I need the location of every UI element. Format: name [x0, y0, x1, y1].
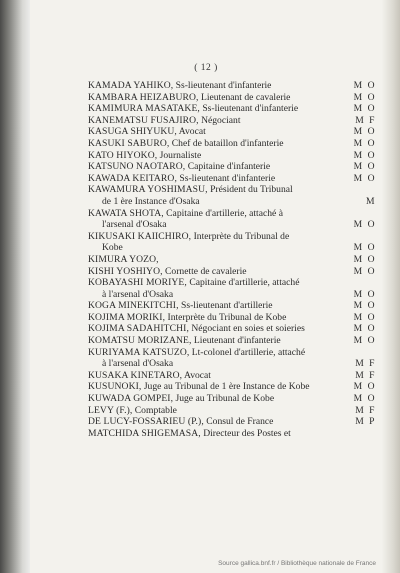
list-item [88, 300, 378, 312]
entry-line [88, 428, 378, 440]
list-item [88, 312, 378, 324]
entry-line [88, 126, 378, 138]
entry-continuation [88, 289, 378, 301]
entry-line [88, 416, 378, 428]
list-item [88, 231, 378, 254]
entry-code: M O [353, 265, 376, 277]
entry-code: M O [353, 393, 376, 405]
list-item [88, 208, 378, 231]
entry-continuation [88, 196, 378, 208]
entry-name: KOJIMA SADAHITCHI, [88, 323, 189, 335]
entry-name: KISHI YOSHIYO, [88, 265, 163, 277]
entry-code: M O [353, 137, 376, 149]
entry-description: Lt-colonel d'artillerie, attaché [191, 346, 306, 358]
entry-description: Interprète du Tribunal de Kobe [167, 311, 287, 323]
entry-description: Avocat [178, 126, 206, 138]
entry-line [88, 138, 378, 150]
list-item [88, 126, 378, 138]
entry-code: M O [353, 91, 376, 103]
list-item [88, 393, 378, 405]
entry-name: KOGA MINEKITCHI, [88, 300, 179, 312]
entry-description: Comptable [134, 404, 177, 416]
entry-name: KUWADA GOMPEI, [88, 393, 174, 405]
entry-name: KOMATSU MORIZANE, [88, 335, 192, 347]
entry-name: DE LUCY-FOSSARIEU (P.), [88, 416, 204, 428]
document-page [30, 0, 382, 573]
entry-code: M O [353, 219, 376, 231]
list-item [88, 428, 378, 440]
entry-code: M O [353, 288, 376, 300]
list-item [88, 184, 378, 207]
list-item [88, 138, 378, 150]
entry-code: M O [353, 80, 376, 91]
entry-code: M O [353, 311, 376, 323]
entry-name: KOBAYASHI MORIYE, [88, 277, 187, 289]
entry-code: M O [353, 335, 376, 347]
entry-list [88, 80, 378, 439]
entry-line [88, 161, 378, 173]
entry-description: à l'arsenal d'Osaka [102, 288, 174, 300]
entry-line [88, 150, 378, 162]
entry-name: KATO HIYOKO, [88, 149, 158, 161]
entry-code: M O [353, 103, 376, 115]
entry-code: M F [355, 404, 376, 416]
entry-line [88, 405, 378, 417]
entry-code: M F [355, 358, 376, 370]
entry-name: KIKUSAKI KAIICHIRO, [88, 230, 192, 242]
list-item [88, 254, 378, 266]
entry-name: KURIYAMA KATSUZO, [88, 346, 190, 358]
entry-continuation [88, 242, 378, 254]
entry-name: MATCHIDA SHIGEMASA, [88, 427, 201, 439]
entry-code: M P [355, 416, 376, 428]
entry-line [88, 370, 378, 382]
entry-description: Consul de France [206, 416, 274, 428]
entry-code: M O [353, 381, 376, 393]
list-item [88, 80, 378, 92]
list-item [88, 161, 378, 173]
entry-description: Kobe [102, 242, 123, 254]
book-binding-shadow [0, 0, 30, 573]
entry-continuation [88, 358, 378, 370]
entry-line [88, 335, 378, 347]
entry-name: KAWADA KEITARO, [88, 172, 177, 184]
entry-line [88, 277, 378, 289]
entry-code: M O [353, 300, 376, 312]
list-item [88, 405, 378, 417]
entry-description: Interprète du Tribunal de [193, 230, 290, 242]
entry-line [88, 254, 378, 266]
list-item [88, 370, 378, 382]
entry-line [88, 381, 378, 393]
entry-name: KAMBARA HEIZABURO, [88, 91, 199, 103]
entry-line [88, 115, 378, 127]
entry-description: l'arsenal d'Osaka [102, 219, 167, 231]
entry-name: KASUKI SABURO, [88, 137, 170, 149]
list-item [88, 323, 378, 335]
entry-name: KAMIMURA MASATAKE, [88, 103, 200, 115]
entry-description: Négociant en soies et soieries [191, 323, 305, 335]
entry-description: Journaliste [159, 149, 202, 161]
entry-description: Lieutenant d'infanterie [193, 335, 281, 347]
list-item [88, 347, 378, 370]
entry-name: LEVY (F.), [88, 404, 133, 416]
entry-name: KAWAMURA YOSHIMASU, [88, 184, 208, 196]
list-item [88, 103, 378, 115]
entry-code: M O [353, 323, 376, 335]
entry-line [88, 92, 378, 104]
list-item [88, 381, 378, 393]
entry-name: KATSUNO NAOTARO, [88, 161, 186, 173]
entry-description: Président du Tribunal [210, 184, 293, 196]
entry-name: KUSUNOKI, [88, 381, 142, 393]
list-item [88, 277, 378, 300]
entry-name: KASUGA SHIYUKU, [88, 126, 177, 138]
entry-description: Négociant [201, 114, 241, 126]
source-credit: Source gallica.bnf.fr / Bibliothèque nationale de France [218, 560, 376, 567]
entry-description: Cornette de cavalerie [165, 265, 247, 277]
list-item [88, 266, 378, 278]
entry-line [88, 393, 378, 405]
entry-description: Ss-lieutenant d'infanterie [202, 103, 299, 115]
entry-line [88, 80, 378, 92]
entry-description: de 1 ère Instance d'Osaka [102, 195, 200, 207]
entry-code: M O [353, 149, 376, 161]
entry-code: M O [353, 253, 376, 265]
entry-name: KAWATA SHOTA, [88, 207, 164, 219]
entry-name: KIMURA YOZO, [88, 253, 159, 265]
entry-description: à l'arsenal d'Osaka [102, 358, 174, 370]
entry-code: M [365, 195, 376, 207]
entry-code: M O [353, 126, 376, 138]
list-item [88, 92, 378, 104]
entry-description: Juge au Tribunal de 1 ère Instance de Kobe [143, 381, 310, 393]
entry-line [88, 266, 378, 278]
entry-continuation [88, 219, 378, 231]
page-edge [382, 0, 400, 573]
entry-description: Ss-lieutenant d'infanterie [179, 172, 276, 184]
entry-name: KUSAKA KINETARO, [88, 369, 183, 381]
entry-name: KAMADA YAHIKO, [88, 80, 174, 91]
entry-code: M O [353, 172, 376, 184]
entry-line [88, 208, 378, 220]
entry-name: KOJIMA MORIKI, [88, 311, 166, 323]
entry-description: Ss-lieutenant d'artillerie [181, 300, 273, 312]
list-item [88, 416, 378, 428]
list-item [88, 115, 378, 127]
page-number: ( 12 ) [194, 63, 218, 73]
entry-description: Lieutenant de cavalerie [200, 91, 291, 103]
entry-code: M F [355, 114, 376, 126]
entry-line [88, 231, 378, 243]
entry-code: M O [353, 242, 376, 254]
list-item [88, 335, 378, 347]
list-item [88, 173, 378, 185]
entry-description: Capitaine d'infanterie [187, 161, 271, 173]
list-item [88, 150, 378, 162]
entry-code: M O [353, 161, 376, 173]
entry-line [88, 103, 378, 115]
entry-line [88, 347, 378, 359]
entry-line [88, 312, 378, 324]
entry-line [88, 323, 378, 335]
entry-description: Directeur des Postes et [203, 427, 291, 439]
entry-description: Capitaine d'artillerie, attaché à [166, 207, 283, 219]
entry-description: Avocat [183, 369, 211, 381]
entry-code: M F [355, 369, 376, 381]
entry-line [88, 173, 378, 185]
entry-line [88, 300, 378, 312]
entry-name: KANEMATSU FUSAJIRO, [88, 114, 199, 126]
entry-description: Ss-lieutenant d'infanterie [175, 80, 272, 91]
entry-line [88, 184, 378, 196]
entry-description: Chef de bataillon d'infanterie [171, 137, 284, 149]
entry-description: Juge au Tribunal de Kobe [175, 393, 275, 405]
entry-description: Capitaine d'artillerie, attaché [189, 277, 300, 289]
